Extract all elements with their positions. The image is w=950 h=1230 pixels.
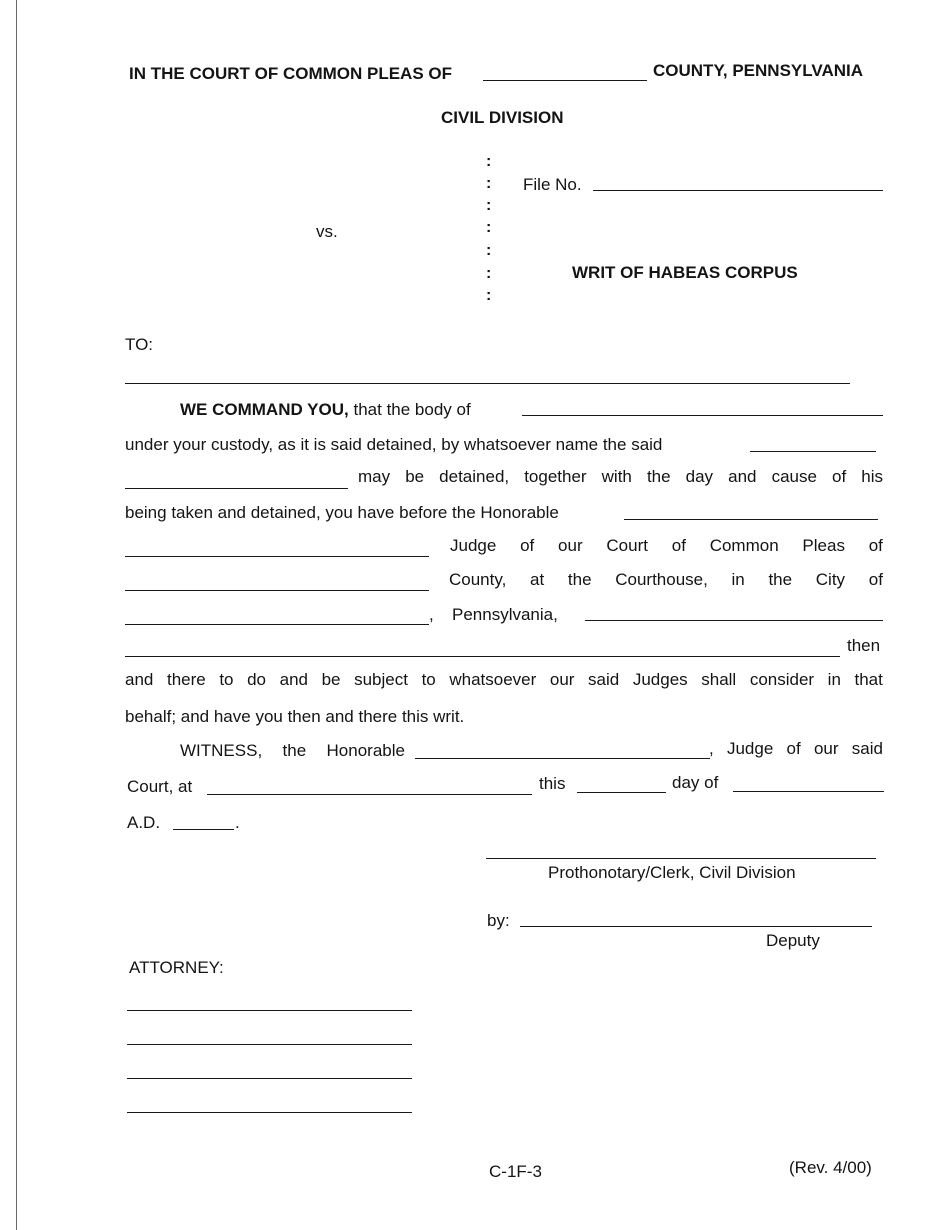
division-heading: CIVIL DIVISION xyxy=(441,108,564,127)
word: Judge xyxy=(726,739,774,758)
court-suffix: COUNTY, PENNSYLVANIA xyxy=(653,61,864,80)
city-line[interactable] xyxy=(125,624,429,625)
county-line[interactable] xyxy=(125,590,429,591)
word: said xyxy=(588,670,620,689)
judge-line[interactable] xyxy=(125,556,429,557)
attorney-line[interactable] xyxy=(127,1044,412,1045)
versus-label: vs. xyxy=(316,222,338,241)
court-at-label: Court, at xyxy=(127,777,193,796)
caption-colon: : xyxy=(486,265,492,282)
court-prefix: IN THE COURT OF COMMON PLEAS OF xyxy=(129,64,452,83)
body-of-line[interactable] xyxy=(522,415,883,416)
prothonotary-signature-line[interactable] xyxy=(486,858,876,859)
word: that xyxy=(854,670,883,689)
writ-title: WRIT OF HABEAS CORPUS xyxy=(572,263,798,282)
word: County, xyxy=(449,570,507,589)
custody-text: under your custody, as it is said detained, by whatsoever name the said xyxy=(125,435,663,454)
witness-label xyxy=(180,741,405,761)
command-rest: that the body of xyxy=(353,400,471,419)
state-text: Pennsylvania, xyxy=(452,605,558,624)
word: be xyxy=(405,467,425,486)
ad-year-line[interactable] xyxy=(173,829,234,830)
word: and xyxy=(279,670,308,689)
witness-judge-line[interactable] xyxy=(415,758,710,759)
word: Pleas xyxy=(802,536,845,555)
word: whatsoever xyxy=(449,670,537,689)
deputy-signature-line[interactable] xyxy=(520,926,872,927)
month-line[interactable] xyxy=(733,791,884,792)
command-line xyxy=(180,400,471,420)
day-line[interactable] xyxy=(577,792,666,793)
word: cause xyxy=(771,467,817,486)
word: there xyxy=(166,670,206,689)
caption-colon: : xyxy=(486,175,492,192)
word: of xyxy=(786,739,801,758)
word: of xyxy=(520,536,535,555)
caption-colon: : xyxy=(486,287,492,304)
said-name-line[interactable] xyxy=(750,451,876,452)
word: at xyxy=(530,570,545,589)
word: of xyxy=(832,467,847,486)
word: in xyxy=(731,570,745,589)
word: , xyxy=(709,739,714,758)
attorney-line[interactable] xyxy=(127,1078,412,1079)
deputy-label: Deputy xyxy=(766,931,820,950)
word: said xyxy=(851,739,883,758)
word: Court xyxy=(606,536,648,555)
ad-label: A.D. xyxy=(127,813,161,832)
by-label: by: xyxy=(487,911,510,930)
then-line[interactable] xyxy=(125,656,840,657)
word: and xyxy=(728,467,757,486)
taken-text: being taken and detained, you have before the Honorable xyxy=(125,503,559,522)
day-of-label: day of xyxy=(672,773,719,792)
county-text xyxy=(449,570,883,590)
judge-text xyxy=(450,536,883,556)
date-line[interactable] xyxy=(585,620,883,621)
word: day xyxy=(685,467,714,486)
file-no-line[interactable] xyxy=(593,190,883,191)
word: do xyxy=(247,670,267,689)
attorney-label: ATTORNEY: xyxy=(129,958,224,977)
word: the xyxy=(567,570,592,589)
caption-colon: : xyxy=(486,242,492,259)
word: of xyxy=(868,536,883,555)
to-label: TO: xyxy=(125,335,154,354)
word: to xyxy=(219,670,234,689)
county-blank-line[interactable] xyxy=(483,80,647,81)
word: his xyxy=(861,467,883,486)
form-number: C-1F-3 xyxy=(489,1162,542,1181)
word: the xyxy=(768,570,793,589)
honorable-line[interactable] xyxy=(624,519,878,520)
detained-text xyxy=(358,467,883,487)
word: the xyxy=(282,741,307,760)
witness-tail xyxy=(709,739,883,759)
word: Courthouse, xyxy=(615,570,708,589)
word: WITNESS, xyxy=(180,741,263,760)
detained-name-line[interactable] xyxy=(125,488,348,489)
word: with xyxy=(601,467,632,486)
to-line[interactable] xyxy=(125,383,850,384)
command-bold: WE COMMAND YOU, xyxy=(180,400,349,419)
word: City xyxy=(815,570,846,589)
word: together xyxy=(524,467,587,486)
word: detained, xyxy=(439,467,510,486)
word: to xyxy=(421,670,436,689)
caption-colon: : xyxy=(486,197,492,214)
word: of xyxy=(671,536,686,555)
word: in xyxy=(827,670,841,689)
then-text: then xyxy=(847,636,881,655)
behalf-text: behalf; and have you then and there this writ. xyxy=(125,707,465,726)
word: subject xyxy=(354,670,408,689)
word: Judges xyxy=(632,670,688,689)
subject-text xyxy=(125,670,883,690)
word: the xyxy=(646,467,671,486)
caption-colon: : xyxy=(486,219,492,236)
word: Honorable xyxy=(326,741,405,760)
word: be xyxy=(321,670,341,689)
word: shall xyxy=(701,670,737,689)
revision-label: (Rev. 4/00) xyxy=(789,1158,872,1177)
this-label: this xyxy=(539,774,566,793)
scan-edge-line xyxy=(16,0,17,1230)
word: Common xyxy=(709,536,779,555)
word: Judge xyxy=(450,536,497,555)
attorney-line[interactable] xyxy=(127,1010,412,1011)
file-no-label: File No. xyxy=(523,175,582,194)
prothonotary-label: Prothonotary/Clerk, Civil Division xyxy=(548,863,796,882)
word: and xyxy=(125,670,154,689)
ad-period: . xyxy=(235,813,240,832)
word: our xyxy=(813,739,839,758)
caption-colon: : xyxy=(486,153,492,170)
city-comma: , xyxy=(429,605,434,624)
attorney-line[interactable] xyxy=(127,1112,412,1113)
word: may xyxy=(358,467,391,486)
word: our xyxy=(549,670,575,689)
court-at-line[interactable] xyxy=(207,794,532,795)
word: consider xyxy=(749,670,815,689)
word: our xyxy=(558,536,583,555)
word: of xyxy=(868,570,883,589)
